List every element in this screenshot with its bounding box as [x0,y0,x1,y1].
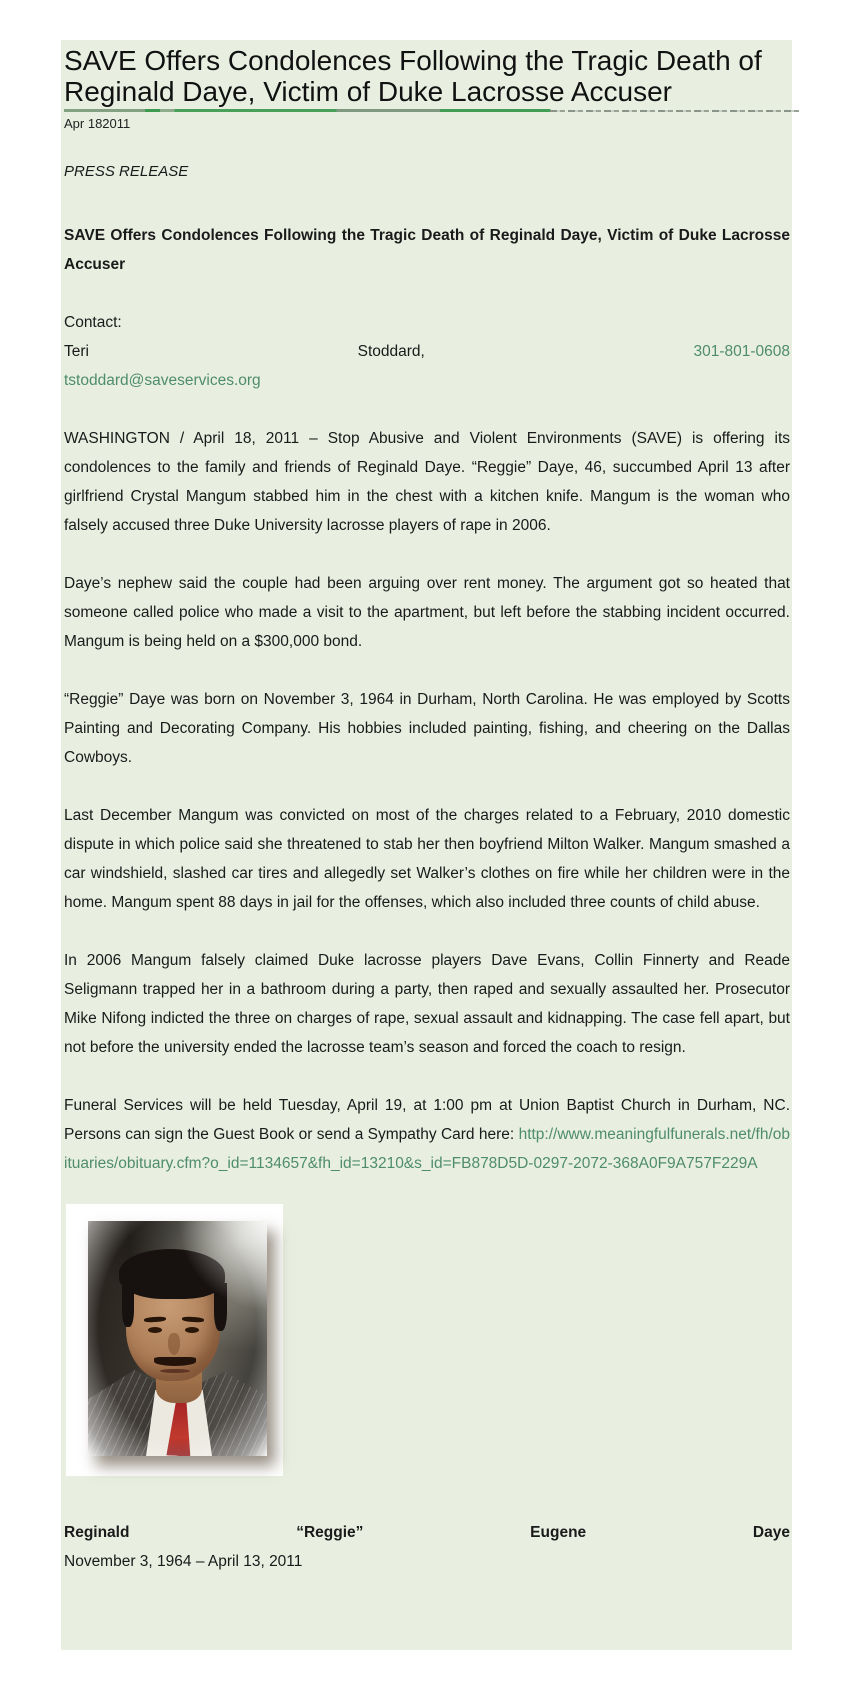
contact-label: Contact: [64,314,122,331]
caption-middle-name: Eugene [530,1524,587,1541]
paragraph-funeral [64,1091,790,1178]
contact-first-name: Teri [64,343,89,360]
contact-phone-link[interactable]: 301-801-0608 [693,343,791,360]
caption-life-dates: November 3, 1964 – April 13, 2011 [64,1553,303,1570]
portrait-photo [88,1221,267,1456]
press-release-kicker: PRESS RELEASE [64,163,189,180]
portrait-photo-frame [66,1204,283,1476]
article-content [61,40,792,1650]
contact-line [64,337,790,366]
contact-last-name: Stoddard, [357,343,425,360]
obituary-link[interactable]: http://www.meaningfulfunerals.net/fh/obituaries/obituary.cfm?o_id=1134657&fh_id=13210&s_id=FB878D5D-0297-2072-368A0F9A757F229A [64,1126,790,1172]
funeral-text: Funeral Services will be held Tuesday, April 19, at 1:00 pm at Union Baptist Church in Durham, NC. Persons can sign the Guest Book or send a Sympathy Card here: [64,1097,790,1143]
paragraph-washington: WASHINGTON / April 18, 2011 – Stop Abusive and Violent Environments (SAVE) is offering its condolences to the family and friends of Reginald Daye. “Reggie” Daye, 46, succumbed April 13 after girlfriend Crystal Mangum stabbed him in the chest with a kitchen knife. Mangum is the woman who falsely accused three Duke University lacrosse players of rape in 2006. [64,430,790,534]
caption-name-line [64,1518,790,1547]
page-title: SAVE Offers Condolences Following the Tragic Death of Reginald Daye, Victim of Duke Lacrosse Accuser [64,45,762,107]
post-date: Apr 182011 [64,116,131,131]
paragraph-nephew: Daye’s nephew said the couple had been arguing over rent money. The argument got so heated that someone called police who made a visit to the apartment, but left before the stabbing incident occurred. Mangum is being held on a $300,000 bond. [64,575,790,650]
caption-last-name: Daye [752,1524,790,1541]
contact-block [64,308,790,395]
article-headline: SAVE Offers Condolences Following the Tragic Death of Reginald Daye, Victim of Duke Lacrosse Accuser [64,227,790,273]
caption-nickname: “Reggie” [296,1524,364,1541]
paragraph-born: “Reggie” Daye was born on November 3, 1964 in Durham, North Carolina. He was employed by Scotts Painting and Decorating Company. His hobbies included painting, fishing, and cheering on the Dallas Cowboys. [64,691,790,766]
contact-email-link[interactable]: tstoddard@saveservices.org [64,372,261,389]
paragraph-conviction: Last December Mangum was convicted on most of the charges related to a February, 2010 domestic dispute in which police said she threatened to stab her then boyfriend Milton Walker. Mangum smashed a car windshield, slashed car tires and allegedly set Walker’s clothes on fire while her children were in the home. Mangum spent 88 days in jail for the offenses, which also included three counts of child abuse. [64,807,790,911]
caption-first-name: Reginald [64,1524,130,1541]
paragraph-duke-case: In 2006 Mangum falsely claimed Duke lacrosse players Dave Evans, Collin Finnerty and Reade Seligmann trapped her in a bathroom during a party, then raped and sexually assaulted her. Prosecutor Mike Nifong indicted the three on charges of rape, sexual assault and kidnapping. The case fell apart, but not before the university ended the lacrosse team’s season and forced the coach to resign. [64,952,790,1056]
photo-vignette [88,1221,267,1456]
title-divider-rule [64,109,801,113]
